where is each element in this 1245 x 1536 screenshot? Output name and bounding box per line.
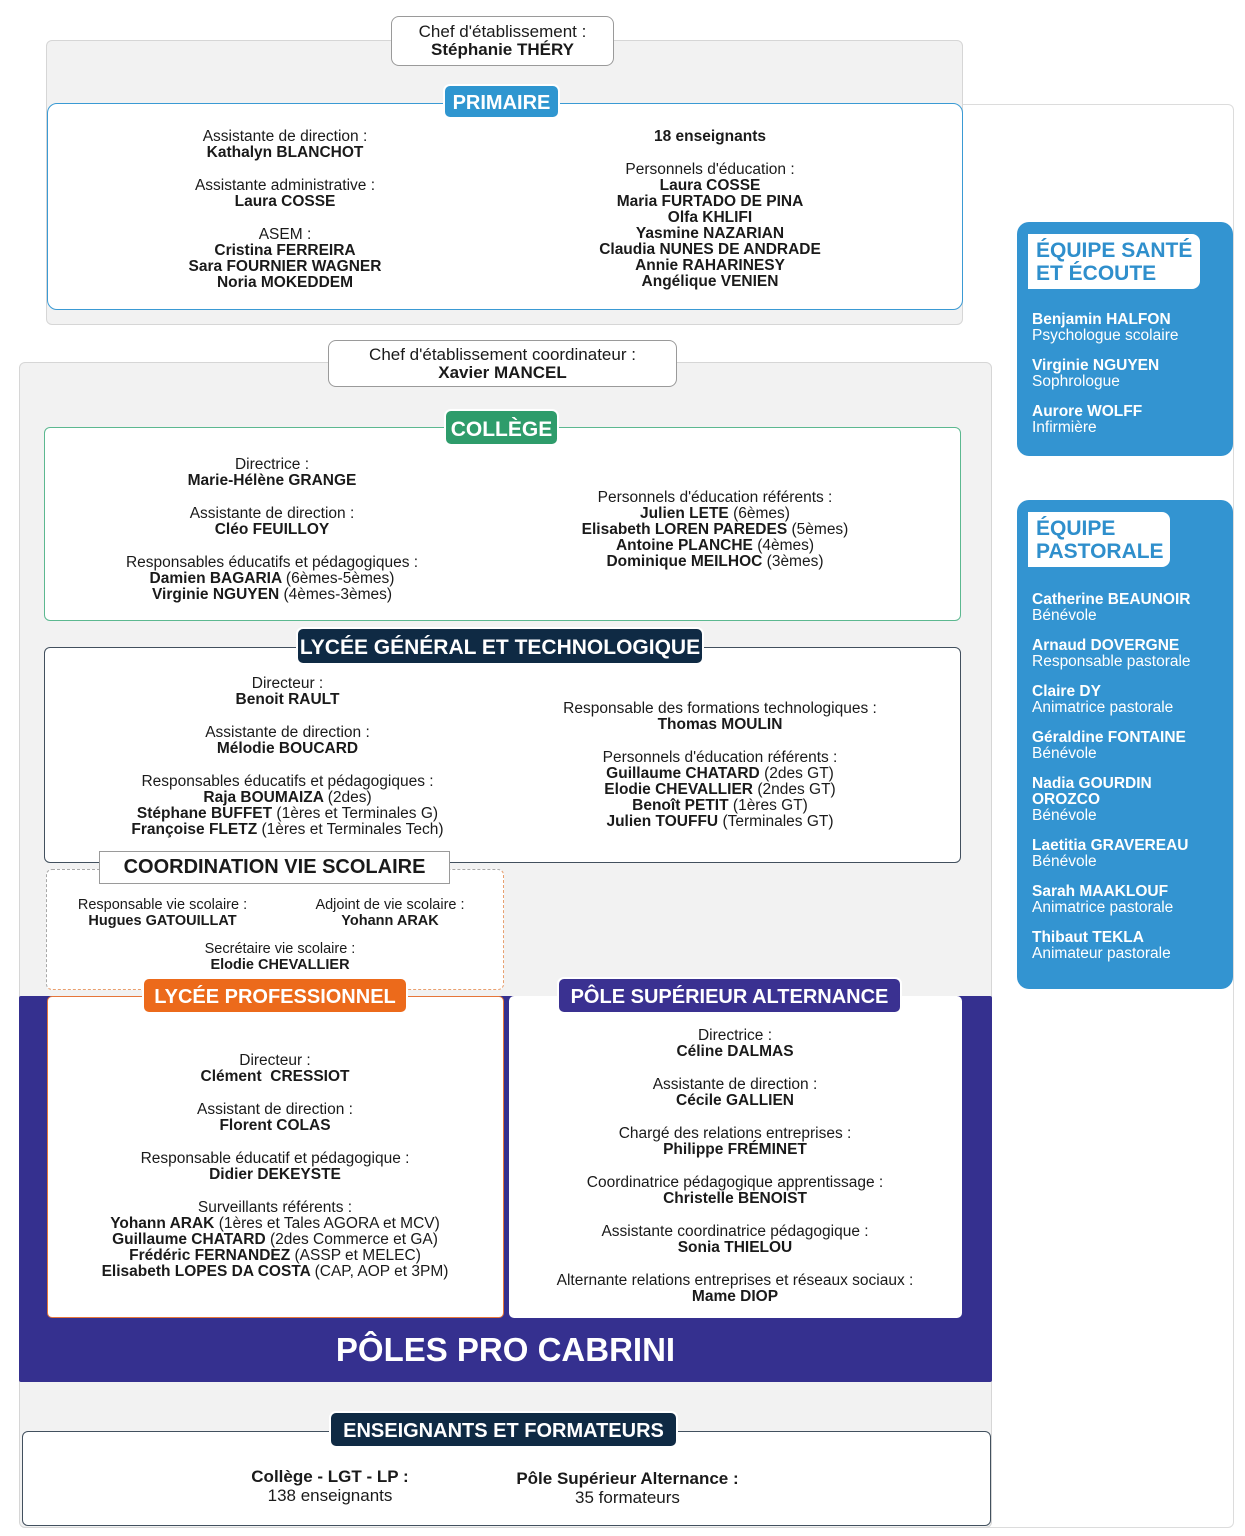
lycee-gt-badge xyxy=(296,627,704,665)
vs-sec xyxy=(160,941,400,973)
ps-item xyxy=(520,1273,950,1305)
pole-sup-col xyxy=(520,1028,950,1305)
poles-pro-title: PÔLES PRO CABRINI xyxy=(335,1331,676,1368)
label: Chargé des relations entreprises : xyxy=(618,1125,852,1142)
primaire-badge xyxy=(443,84,560,119)
value: 35 formateurs xyxy=(575,1488,680,1507)
pastorale-title-wrap xyxy=(1028,512,1170,567)
label: Alternante relations entreprises et réseaux sociaux : xyxy=(556,1272,914,1289)
primaire-right-col xyxy=(545,129,875,290)
pastorale-member: Catherine BEAUNOIR Bénévole xyxy=(1032,591,1191,624)
name: Cléo FEUILLOY xyxy=(214,521,330,538)
teachers-count: 18 enseignants xyxy=(654,128,766,145)
name: Cristina FERREIRA xyxy=(214,242,356,259)
lgt-resp xyxy=(100,774,475,838)
name: Elodie CHEVALLIER xyxy=(210,957,350,973)
lycee-pro-title: LYCÉE PROFESSIONNEL xyxy=(154,986,396,1008)
perso-row: Elisabeth LOREN PAREDES (5èmes) xyxy=(581,521,849,538)
name: Thomas MOULIN xyxy=(657,716,783,733)
ens-right xyxy=(490,1469,765,1507)
name: Sara FOURNIER WAGNER xyxy=(188,258,382,275)
primaire-perso xyxy=(545,162,875,290)
label: Personnels d'éducation : xyxy=(625,161,795,178)
name: Marie-Hélène GRANGE xyxy=(187,472,357,489)
lycee-gt-left-col xyxy=(100,676,475,838)
resp-row: Raja BOUMAIZA (2des) xyxy=(203,789,372,806)
name: Christelle BENOIST xyxy=(663,1190,807,1207)
primaire-teachers xyxy=(545,129,875,145)
college-left-col xyxy=(92,457,452,603)
label: Personnels d'éducation référents : xyxy=(602,749,838,766)
enseignants-title: ENSEIGNANTS ET FORMATEURS xyxy=(343,1420,664,1442)
college-perso xyxy=(530,490,900,570)
name: Annie RAHARINESY xyxy=(635,257,785,274)
name: Céline DALMAS xyxy=(676,1043,794,1060)
label: Assistant de direction : xyxy=(197,1101,353,1118)
lgt-perso xyxy=(520,750,920,830)
label: Assistante de direction : xyxy=(652,1076,818,1093)
name: Cécile GALLIEN xyxy=(676,1092,794,1109)
ps-item xyxy=(520,1028,950,1060)
name: Claudia NUNES DE ANDRADE xyxy=(599,241,821,258)
label: Assistante coordinatrice pédagogique : xyxy=(601,1223,869,1240)
name: Maria FURTADO DE PINA xyxy=(616,193,804,210)
primaire-assist-admin xyxy=(120,178,450,210)
name: Olfa KHLIFI xyxy=(667,209,753,226)
ps-item xyxy=(520,1126,950,1158)
value: 138 enseignants xyxy=(267,1486,393,1505)
surv-row: Yohann ARAK (1ères et Tales AGORA et MCV) xyxy=(110,1215,440,1232)
label: Assistante administrative : xyxy=(194,177,376,194)
pole-sup-title: PÔLE SUPÉRIEUR ALTERNANCE xyxy=(570,986,889,1008)
perso-row: Julien LETE (6èmes) xyxy=(640,505,790,522)
label: Assistante de direction : xyxy=(202,128,368,145)
vs-resp xyxy=(60,897,265,929)
coord-head-box xyxy=(328,340,677,387)
resp-row: Stéphane BUFFET (1ères et Terminales G) xyxy=(136,805,439,822)
primaire-assist-dir xyxy=(120,129,450,161)
label: Coordinatrice pédagogique apprentissage : xyxy=(586,1174,884,1191)
label: Directeur : xyxy=(251,675,324,692)
lycee-gt-title: LYCÉE GÉNÉRAL ET TECHNOLOGIQUE xyxy=(299,636,701,659)
label: Assistante de direction : xyxy=(205,724,370,741)
label: Personnels d'éducation référents : xyxy=(597,489,833,506)
lycee-gt-right-col xyxy=(520,701,920,830)
name: Philippe FRÉMINET xyxy=(663,1141,807,1158)
ens-left xyxy=(210,1467,450,1505)
name: Mélodie BOUCARD xyxy=(216,740,359,757)
primaire-asem xyxy=(120,227,450,291)
name: Noria MOKEDDEM xyxy=(216,274,354,291)
name: Florent COLAS xyxy=(219,1117,331,1134)
name: Didier DEKEYSTE xyxy=(209,1166,341,1183)
pole-sup-badge xyxy=(557,977,902,1014)
label: Directrice : xyxy=(697,1027,773,1044)
perso-row: Antoine PLANCHE (4èmes) xyxy=(615,537,815,554)
label: Responsable des formations technologiques : xyxy=(563,700,877,717)
surv-row: Frédéric FERNANDEZ (ASSP et MELEC) xyxy=(129,1247,421,1264)
name: Clément CRESSIOT xyxy=(200,1068,350,1085)
perso-row: Elodie CHEVALLIER (2ndes GT) xyxy=(604,781,836,798)
vie-scolaire-title: COORDINATION VIE SCOLAIRE xyxy=(123,856,426,878)
perso-row: Guillaume CHATARD (2des GT) xyxy=(606,765,834,782)
primaire-head-name: Stéphanie THÉRY xyxy=(431,40,574,59)
primaire-title: PRIMAIRE xyxy=(452,92,551,114)
label: Directeur : xyxy=(239,1052,311,1069)
label: Responsables éducatifs et pédagogiques : xyxy=(141,773,434,790)
sante-member: Aurore WOLFF Infirmière xyxy=(1032,403,1143,436)
college-badge xyxy=(444,409,559,446)
name: Benoit RAULT xyxy=(235,691,340,708)
resp-row: Virginie NGUYEN (4èmes-3èmes) xyxy=(151,586,393,603)
pastorale-member: Claire DY Animatrice pastorale xyxy=(1032,683,1174,716)
sante-member: Benjamin HALFON Psychologue scolaire xyxy=(1032,311,1179,344)
label: Directrice : xyxy=(234,456,310,473)
name: Hugues GATOUILLAT xyxy=(88,913,237,929)
sante-title: ÉQUIPE SANTÉ ET ÉCOUTE xyxy=(1028,234,1200,289)
lycee-pro-badge xyxy=(142,977,408,1014)
name: Mame DIOP xyxy=(691,1288,779,1305)
ps-item xyxy=(520,1175,950,1207)
college-dir xyxy=(92,457,452,489)
label: Collège - LGT - LP : xyxy=(251,1467,409,1486)
lp-surv xyxy=(60,1200,490,1280)
lgt-dir xyxy=(100,676,475,708)
resp-row: Françoise FLETZ (1ères et Terminales Tech) xyxy=(131,821,444,838)
label: Responsables éducatifs et pédagogiques : xyxy=(125,554,419,571)
college-right-col xyxy=(530,490,900,570)
perso-row: Julien TOUFFU (Terminales GT) xyxy=(606,813,834,830)
pastorale-member: Géraldine FONTAINE Bénévole xyxy=(1032,729,1186,762)
pastorale-member: Sarah MAAKLOUF Animatrice pastorale xyxy=(1032,883,1174,916)
name: Sonia THIELOU xyxy=(677,1239,793,1256)
sante-members xyxy=(1032,312,1232,450)
name: Yohann ARAK xyxy=(341,913,439,929)
lp-assist xyxy=(60,1102,490,1134)
college-resp xyxy=(92,555,452,603)
name: Kathalyn BLANCHOT xyxy=(206,144,364,161)
pastorale-members xyxy=(1032,592,1232,976)
perso-row: Dominique MEILHOC (3èmes) xyxy=(606,553,824,570)
primaire-left-col xyxy=(120,129,450,291)
sante-title-wrap xyxy=(1028,234,1200,289)
label: Secrétaire vie scolaire : xyxy=(204,941,356,957)
college-assist xyxy=(92,506,452,538)
pastorale-member: Arnaud DOVERGNE Responsable pastorale xyxy=(1032,637,1191,670)
lycee-pro-col xyxy=(60,1053,490,1280)
surv-row: Elisabeth LOPES DA COSTA (CAP, AOP et 3PM) xyxy=(101,1263,449,1280)
label: Pôle Supérieur Alternance : xyxy=(516,1469,739,1488)
name: Yasmine NAZARIAN xyxy=(635,225,785,242)
coord-head-name: Xavier MANCEL xyxy=(438,363,567,382)
primaire-head-label: Chef d'établissement : xyxy=(418,22,587,41)
label: Responsable éducatif et pédagogique : xyxy=(140,1150,410,1167)
lgt-techno xyxy=(520,701,920,733)
label: ASEM : xyxy=(258,226,312,243)
pastorale-panel xyxy=(1017,500,1233,989)
ps-item xyxy=(520,1224,950,1256)
name: Laura COSSE xyxy=(234,193,336,210)
name: Laura COSSE xyxy=(659,177,761,194)
surv-row: Guillaume CHATARD (2des Commerce et GA) xyxy=(112,1231,438,1248)
perso-row: Benoît PETIT (1ères GT) xyxy=(632,797,808,814)
pastorale-member: Laetitia GRAVEREAU Bénévole xyxy=(1032,837,1189,870)
vs-adj xyxy=(290,897,490,929)
pastorale-member: Thibaut TEKLA Animateur pastorale xyxy=(1032,929,1171,962)
label: Surveillants référents : xyxy=(197,1199,353,1216)
enseignants-badge xyxy=(329,1411,678,1448)
pastorale-member: Nadia GOURDIN OROZCO Bénévole xyxy=(1032,775,1152,824)
name: Angélique VENIEN xyxy=(641,273,779,290)
label: Adjoint de vie scolaire : xyxy=(315,897,465,913)
college-title: COLLÈGE xyxy=(450,418,553,441)
sante-member: Virginie NGUYEN Sophrologue xyxy=(1032,357,1160,390)
primaire-head-box xyxy=(391,16,614,66)
pastorale-title: ÉQUIPE PASTORALE xyxy=(1028,512,1170,567)
coord-head-label: Chef d'établissement coordinateur : xyxy=(369,345,636,364)
ps-item xyxy=(520,1077,950,1109)
label: Responsable vie scolaire : xyxy=(77,897,248,913)
lgt-assist xyxy=(100,725,475,757)
label: Assistante de direction : xyxy=(189,505,355,522)
sante-panel xyxy=(1017,222,1233,456)
lp-resp xyxy=(60,1151,490,1183)
resp-row: Damien BAGARIA (6èmes-5èmes) xyxy=(149,570,395,587)
lp-dir xyxy=(60,1053,490,1085)
vie-scolaire-badge xyxy=(99,851,450,884)
